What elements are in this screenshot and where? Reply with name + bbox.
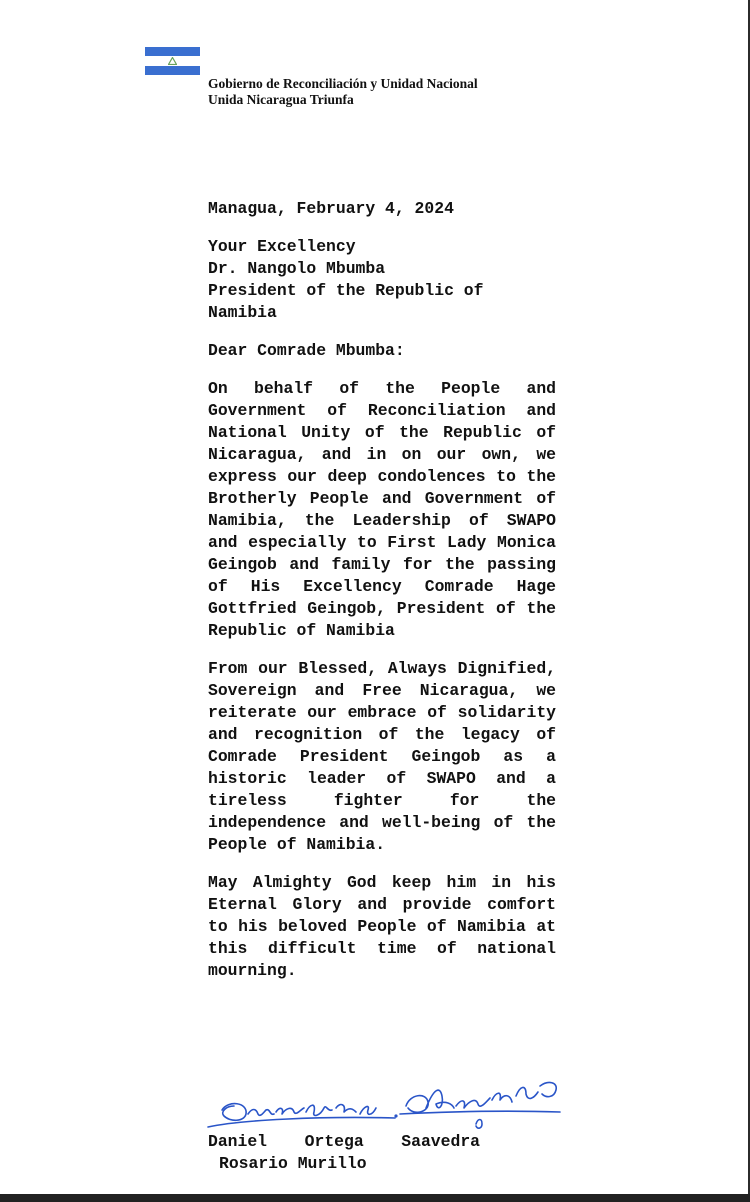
flag-bottom-band [145, 66, 200, 75]
letter-date: Managua, February 4, 2024 [208, 199, 454, 218]
letterhead [208, 76, 478, 108]
signer-1-name: Daniel Ortega Saavedra [208, 1132, 480, 1151]
recipient-line-2: Dr. Nangolo Mbumba [208, 259, 386, 278]
flag-emblem-icon [168, 57, 177, 65]
salutation: Dear Comrade Mbumba: [208, 341, 405, 360]
paragraph-solidarity: From our Blessed, Always Dignified, Sovereign and Free Nicaragua, we reiterate our embrace of solidarity and recognition of the legacy of Comrade President Geingob as a historic leader of SWAPO and a tireless fighter for the independence and well-being of the People of Namibia. [208, 659, 556, 854]
recipient-block [208, 236, 556, 324]
paragraph-closing: May Almighty God keep him in his Eternal Glory and provide comfort to his beloved People of Namibia at this difficult time of national mourning. [208, 873, 556, 980]
paragraph-condolences: On behalf of the People and Government of Reconciliation and National Unity of the Republic of Nicaragua, and in on our own, we express our deep condolences to the Brotherly People and Government of Namibia, the Leadership of SWAPO and especially to First Lady Monica Geingob and family for the passing of His Excellency Comrade Hage Gottfried Geingob, President of the Republic of Namibia [208, 379, 556, 640]
handwritten-signatures [200, 1072, 570, 1132]
recipient-line-1: Your Excellency [208, 237, 356, 256]
letterhead-line-1: Gobierno de Reconciliación y Unidad Nacional [208, 76, 478, 91]
recipient-line-3: President of the Republic of [208, 281, 484, 300]
signer-names [208, 1131, 480, 1175]
page-bottom-border [0, 1194, 750, 1202]
letter-body [208, 198, 556, 998]
recipient-line-4: Namibia [208, 303, 277, 322]
nicaragua-flag-icon [145, 47, 200, 75]
flag-top-band [145, 47, 200, 56]
letterhead-line-2: Unida Nicaragua Triunfa [208, 92, 354, 107]
signer-2-name: Rosario Murillo [219, 1154, 367, 1173]
